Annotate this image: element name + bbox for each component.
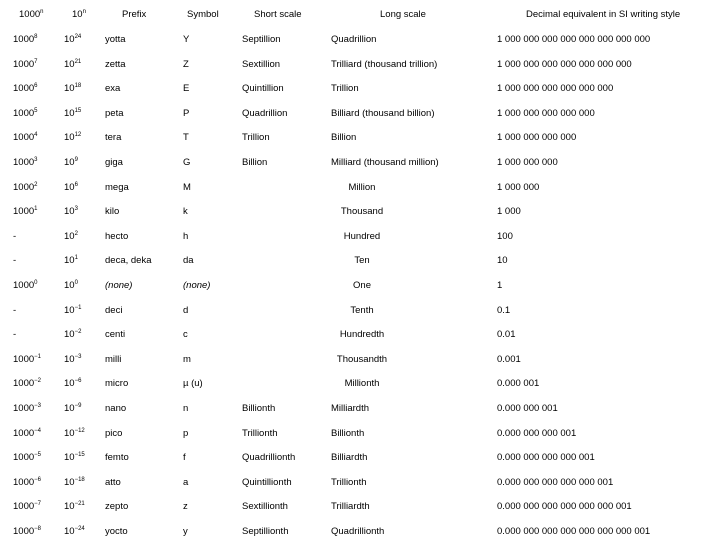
cell-base10: $10^{-12}$	[64, 427, 85, 439]
header-prefix: Prefix	[122, 9, 147, 20]
cell-short-scale: Trillionth	[242, 427, 278, 439]
table-row	[0, 400, 720, 418]
header-base10: 10$^n$	[72, 9, 86, 20]
cell-base1000: $1000^{-6}$	[13, 476, 41, 488]
cell-prefix: femto	[105, 452, 129, 464]
cell-prefix: kilo	[105, 206, 120, 218]
table-row	[0, 105, 720, 123]
cell-symbol: Z	[183, 58, 189, 70]
cell-long-scale: Milliardth	[331, 403, 370, 414]
header-symbol: Symbol	[187, 9, 219, 20]
cell-long-scale: Million	[348, 181, 376, 193]
cell-base1000: -	[13, 329, 17, 341]
cell-decimal: 1 000 000 000 000 000	[497, 107, 595, 119]
cell-symbol: da	[183, 255, 194, 267]
cell-prefix: (none)	[105, 280, 133, 291]
cell-base1000: 1000$^0$	[13, 280, 38, 291]
cell-base10: $10^9$	[64, 157, 78, 168]
cell-decimal: 0.1	[497, 304, 511, 316]
table-row	[0, 523, 720, 541]
cell-base1000: $1000^{-4}$	[13, 427, 41, 439]
cell-decimal: 0.001	[497, 353, 521, 365]
cell-prefix: yocto	[105, 526, 128, 537]
table-row	[0, 56, 720, 74]
cell-base1000: -	[13, 304, 17, 316]
cell-short-scale: Quadrillionth	[242, 452, 296, 464]
cell-short-scale: Septillionth	[242, 526, 289, 537]
cell-prefix: exa	[105, 83, 121, 95]
cell-long-scale: Quadrillion	[331, 34, 377, 45]
cell-symbol: (none)	[183, 280, 211, 291]
cell-base1000: -	[13, 255, 17, 267]
cell-long-scale: Tenth	[350, 304, 374, 316]
cell-base10: $10^{24}$	[64, 34, 82, 45]
cell-symbol: G	[183, 157, 191, 168]
cell-decimal: 0.01	[497, 329, 516, 341]
cell-base1000: 1000$^8$	[13, 34, 38, 45]
cell-base10: $10^{-24}$	[64, 526, 85, 537]
cell-short-scale: Quintillionth	[242, 476, 292, 488]
table-row	[0, 179, 720, 197]
cell-prefix: milli	[105, 353, 122, 365]
header-short-scale: Short scale	[254, 9, 302, 20]
cell-symbol: E	[183, 83, 190, 95]
cell-base1000: $1000^{-2}$	[13, 378, 41, 390]
cell-base10: $10^{-2}$	[64, 329, 82, 341]
cell-base1000: 1000$^4$	[13, 132, 38, 144]
cell-prefix: yotta	[105, 34, 126, 45]
cell-decimal: 0.000 000 000 000 000 000 001	[497, 501, 632, 513]
cell-decimal: 10	[497, 255, 508, 267]
cell-base10: $10^6$	[64, 181, 78, 193]
table-row	[0, 498, 720, 516]
cell-symbol: k	[183, 206, 188, 218]
cell-symbol: f	[183, 452, 186, 464]
cell-decimal: 0.000 000 000 001	[497, 427, 577, 439]
cell-prefix: zetta	[105, 58, 126, 70]
cell-base10: $10^{12}$	[64, 132, 82, 144]
cell-short-scale: Quadrillion	[242, 107, 288, 119]
cell-base1000: $1000^{-8}$	[13, 526, 41, 537]
cell-prefix: peta	[105, 107, 124, 119]
cell-prefix: atto	[105, 476, 121, 488]
cell-base10: $10^0$	[64, 280, 78, 291]
cell-prefix: pico	[105, 427, 123, 439]
table-row	[0, 31, 720, 49]
cell-decimal: 0.000 000 000 000 001	[497, 452, 595, 464]
cell-long-scale: One	[353, 280, 371, 291]
cell-short-scale: Sextillionth	[242, 501, 288, 513]
cell-long-scale: Thousandth	[336, 353, 388, 365]
cell-prefix: micro	[105, 378, 129, 390]
header-decimal: Decimal equivalent in SI writing style	[526, 9, 681, 20]
cell-base10: $10^{21}$	[64, 58, 82, 70]
cell-decimal: 1 000 000 000	[497, 157, 558, 168]
cell-long-scale: Billiard (thousand billion)	[331, 107, 435, 119]
cell-long-scale: Ten	[354, 255, 370, 267]
cell-base1000: 1000$^7$	[13, 58, 38, 70]
cell-short-scale: Quintillion	[242, 83, 284, 95]
table-row	[0, 228, 720, 246]
cell-long-scale: Trillionth	[331, 476, 367, 488]
cell-decimal: 0.000 000 001	[497, 403, 558, 414]
cell-prefix: giga	[105, 157, 123, 168]
cell-base1000: 1000$^1$	[13, 206, 38, 218]
cell-long-scale: Hundredth	[339, 329, 385, 341]
table-row	[0, 277, 720, 295]
table-row	[0, 449, 720, 467]
cell-symbol: h	[183, 230, 189, 242]
cell-base10: $10^{-15}$	[64, 452, 85, 464]
cell-prefix: tera	[105, 132, 122, 144]
cell-symbol: P	[183, 107, 190, 119]
cell-base10: $10^{-18}$	[64, 476, 85, 488]
cell-prefix: centi	[105, 329, 126, 341]
table-row	[0, 326, 720, 344]
cell-base1000: 1000$^5$	[13, 107, 38, 119]
cell-decimal: 1 000	[497, 206, 521, 218]
cell-base10: $10^1$	[64, 255, 78, 267]
cell-base10: $10^{-21}$	[64, 501, 85, 513]
cell-long-scale: Trilliardth	[331, 501, 370, 513]
cell-symbol: y	[183, 526, 188, 537]
cell-long-scale: Milliard (thousand million)	[331, 157, 439, 168]
cell-long-scale: Billiardth	[331, 452, 368, 464]
cell-decimal: 0.000 000 000 000 000 000 000 001	[497, 526, 651, 537]
table-row	[0, 425, 720, 443]
table-row	[0, 375, 720, 393]
cell-prefix: mega	[105, 181, 129, 193]
table-row	[0, 203, 720, 221]
table-row	[0, 129, 720, 147]
cell-base1000: -	[13, 230, 17, 242]
cell-decimal: 1 000 000 000 000 000 000 000	[497, 58, 632, 70]
cell-decimal: 1	[497, 280, 503, 291]
cell-short-scale: Sextillion	[242, 58, 281, 70]
table-row	[0, 302, 720, 320]
cell-long-scale: Billionth	[331, 427, 365, 439]
cell-decimal: 100	[497, 230, 513, 242]
cell-base10: $10^{-1}$	[64, 304, 82, 316]
cell-base10: $10^{-6}$	[64, 378, 82, 390]
cell-short-scale: Trillion	[242, 132, 270, 144]
header-base1000: 1000$^n$	[19, 9, 44, 20]
cell-short-scale: Billionth	[242, 403, 276, 414]
cell-base1000: 1000$^3$	[13, 157, 38, 168]
cell-long-scale: Trillion	[331, 83, 359, 95]
cell-decimal: 1 000 000 000 000 000 000	[497, 83, 614, 95]
cell-prefix: zepto	[105, 501, 129, 513]
cell-prefix: deci	[105, 304, 123, 316]
cell-base10: $10^{18}$	[64, 83, 82, 95]
cell-base1000: 1000$^6$	[13, 83, 38, 95]
cell-base10: $10^{-3}$	[64, 353, 82, 365]
cell-short-scale: Septillion	[242, 34, 281, 45]
cell-symbol: T	[183, 132, 189, 144]
cell-base10: $10^2$	[64, 230, 78, 242]
cell-symbol: n	[183, 403, 189, 414]
cell-decimal: 1 000 000 000 000	[497, 132, 577, 144]
cell-long-scale: Billion	[331, 132, 357, 144]
table-row	[0, 252, 720, 270]
cell-symbol: M	[183, 181, 191, 193]
table-row	[0, 474, 720, 492]
cell-decimal: 1 000 000 000 000 000 000 000 000	[497, 34, 651, 45]
cell-symbol: z	[183, 501, 188, 513]
cell-symbol: Y	[183, 34, 190, 45]
cell-symbol: p	[183, 427, 189, 439]
cell-base1000: $1000^{-7}$	[13, 501, 41, 513]
table-row	[0, 351, 720, 369]
cell-base1000: 1000$^2$	[13, 181, 38, 193]
cell-long-scale: Millionth	[344, 378, 380, 390]
cell-decimal: 0.000 001	[497, 378, 540, 390]
cell-base10: $10^3$	[64, 206, 78, 218]
cell-symbol: µ (u)	[183, 378, 203, 390]
cell-prefix: nano	[105, 403, 127, 414]
cell-long-scale: Thousand	[340, 206, 384, 218]
cell-symbol: c	[183, 329, 188, 341]
cell-base1000: $1000^{-5}$	[13, 452, 41, 464]
cell-decimal: 0.000 000 000 000 000 001	[497, 476, 614, 488]
header-long-scale: Long scale	[380, 9, 426, 20]
cell-base1000: $1000^{-1}$	[13, 353, 41, 365]
cell-symbol: a	[183, 476, 189, 488]
table-row	[0, 80, 720, 98]
cell-short-scale: Billion	[242, 157, 268, 168]
cell-prefix: deca, deka	[105, 255, 152, 267]
cell-symbol: d	[183, 304, 189, 316]
table-row	[0, 154, 720, 172]
header-row	[0, 6, 720, 24]
cell-base10: $10^{-9}$	[64, 403, 82, 414]
cell-decimal: 1 000 000	[497, 181, 540, 193]
cell-base10: $10^{15}$	[64, 107, 82, 119]
cell-long-scale: Quadrillionth	[331, 526, 385, 537]
cell-prefix: hecto	[105, 230, 129, 242]
cell-base1000: $1000^{-3}$	[13, 403, 41, 414]
cell-symbol: m	[183, 353, 191, 365]
cell-long-scale: Hundred	[343, 230, 381, 242]
cell-long-scale: Trilliard (thousand trillion)	[331, 58, 438, 70]
